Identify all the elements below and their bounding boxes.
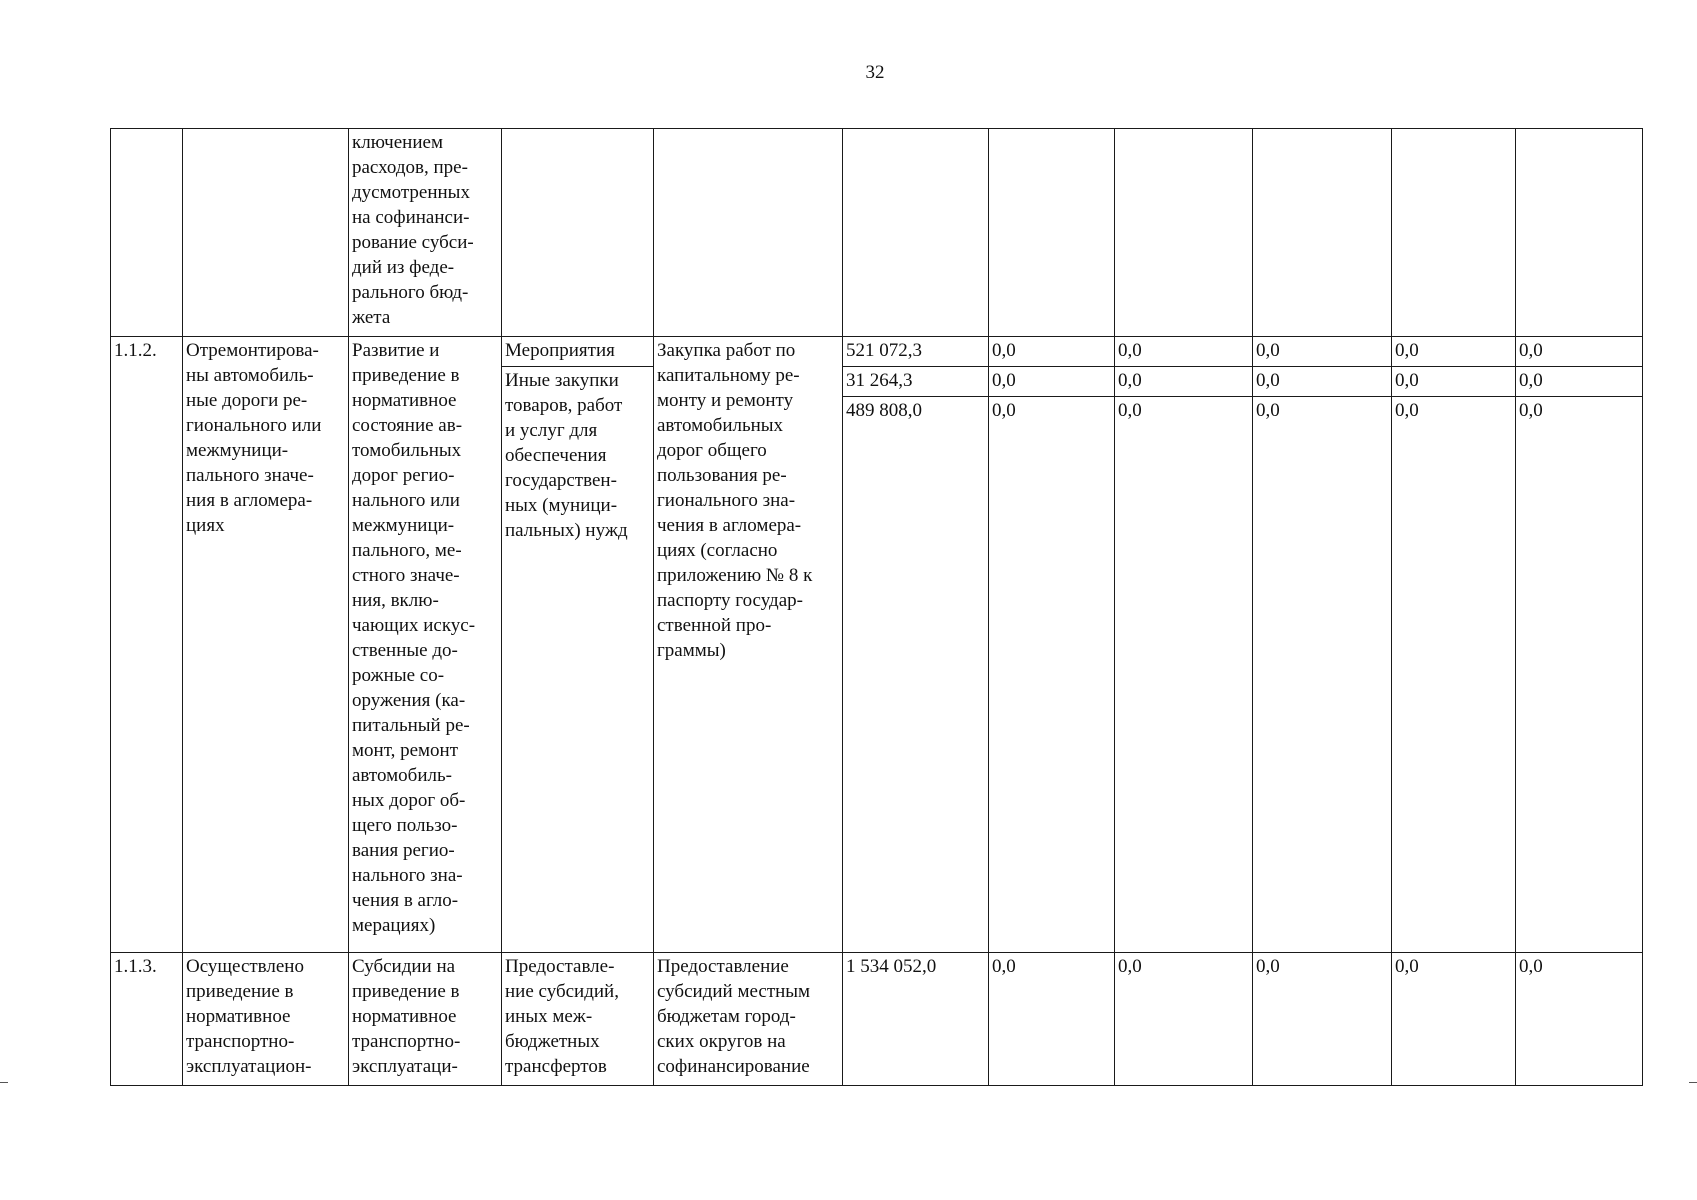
value-cell: 0,0 (1516, 367, 1643, 397)
direction-cell (349, 337, 502, 953)
description-text: Закупка работ по капитальному ре- монту и ремонту автомобильных дорог общего пользования ре- гионального зна- чения в агломера- циях (согласно приложению № 8 к паспорту государ- ственной про- граммы) (657, 340, 813, 661)
cont-value-cell (1516, 129, 1643, 337)
budget-table (110, 128, 1643, 1086)
value-cell: 1 534 052,0 (843, 953, 989, 1086)
type-text: Предоставле- ние субсидий, иных меж- бюджетных трансфертов (505, 956, 619, 1077)
value-cell: 0,0 (1392, 337, 1516, 367)
value-cell: 0,0 (1115, 953, 1253, 1086)
cont-value-cell (843, 129, 989, 337)
value-cell: 0,0 (1516, 337, 1643, 367)
value-cell: 0,0 (1392, 367, 1516, 397)
direction-text: Субсидии на приведение в нормативное транспортно- эксплуатаци- (352, 956, 461, 1077)
value-cell: 0,0 (1253, 953, 1392, 1086)
value-cell: 521 072,3 (843, 337, 989, 367)
type-text: Иные закупки товаров, работ и услуг для обеспечения государствен- ных (муници- пальных) нужд (505, 370, 628, 541)
result-cell (183, 337, 349, 953)
cont-value-cell (1253, 129, 1392, 337)
direction-text: Развитие и приведение в нормативное состояние ав- томобильных дорог регио- нального или межмуници- пального, ме- стного значе- ния, вклю- чающих искус- ственные до- рожные со- оружения (ка- питальный ре- монт, ремонт автомобиль- ных дорог об- щего пользо- вания регио- нального зна- чения в агло- мерациях) (352, 340, 476, 936)
value-cell: 0,0 (1392, 953, 1516, 1086)
type-cell (502, 953, 654, 1086)
row-number-cell (111, 953, 183, 1086)
cont-type-cell (502, 129, 654, 337)
value-cell: 31 264,3 (843, 367, 989, 397)
type-cell (502, 367, 654, 953)
description-cell (654, 953, 843, 1086)
scan-mark-right (1689, 1082, 1697, 1083)
value-cell: 0,0 (1516, 397, 1643, 953)
row-number: 1.1.2. (114, 340, 157, 361)
scan-mark-left (0, 1082, 8, 1083)
table-row (111, 337, 1643, 367)
result-text: Отремонтирова- ны автомобиль- ные дороги ре- гионального или межмуници- пального значе- ния в агломера- циях (186, 340, 322, 536)
value-cell: 0,0 (1115, 367, 1253, 397)
value-cell: 0,0 (989, 337, 1115, 367)
result-text: Осуществлено приведение в нормативное транспортно- эксплуатацион- (186, 956, 312, 1077)
continuation-row (111, 129, 1643, 337)
row-number: 1.1.3. (114, 956, 157, 977)
cont-result-cell (183, 129, 349, 337)
value-cell: 489 808,0 (843, 397, 989, 953)
description-text: Предоставление субсидий местным бюджетам город- ских округов на софинансирование (657, 956, 811, 1077)
value-cell: 0,0 (1115, 397, 1253, 953)
cont-direction-cell (349, 129, 502, 337)
value-cell: 0,0 (1516, 953, 1643, 1086)
cont-description-cell (654, 129, 843, 337)
value-cell: 0,0 (1253, 397, 1392, 953)
table-row (111, 953, 1643, 1086)
cont-value-cell (1392, 129, 1516, 337)
value-cell: 0,0 (989, 953, 1115, 1086)
direction-cell (349, 953, 502, 1086)
cont-value-cell (989, 129, 1115, 337)
type-text: Мероприятия (505, 340, 615, 361)
value-cell: 0,0 (989, 367, 1115, 397)
description-cell (654, 337, 843, 953)
cont-value-cell (1115, 129, 1253, 337)
continuation-text: ключением расходов, пре- дусмотренных на софинанси- рование субси- дий из феде- рального бюд- жета (352, 132, 474, 328)
value-cell: 0,0 (1253, 337, 1392, 367)
value-cell: 0,0 (1253, 367, 1392, 397)
page-number: 32 (865, 62, 885, 83)
type-cell (502, 337, 654, 367)
value-cell: 0,0 (989, 397, 1115, 953)
value-cell: 0,0 (1392, 397, 1516, 953)
value-cell: 0,0 (1115, 337, 1253, 367)
result-cell (183, 953, 349, 1086)
row-number-cell (111, 337, 183, 953)
cont-num-cell (111, 129, 183, 337)
